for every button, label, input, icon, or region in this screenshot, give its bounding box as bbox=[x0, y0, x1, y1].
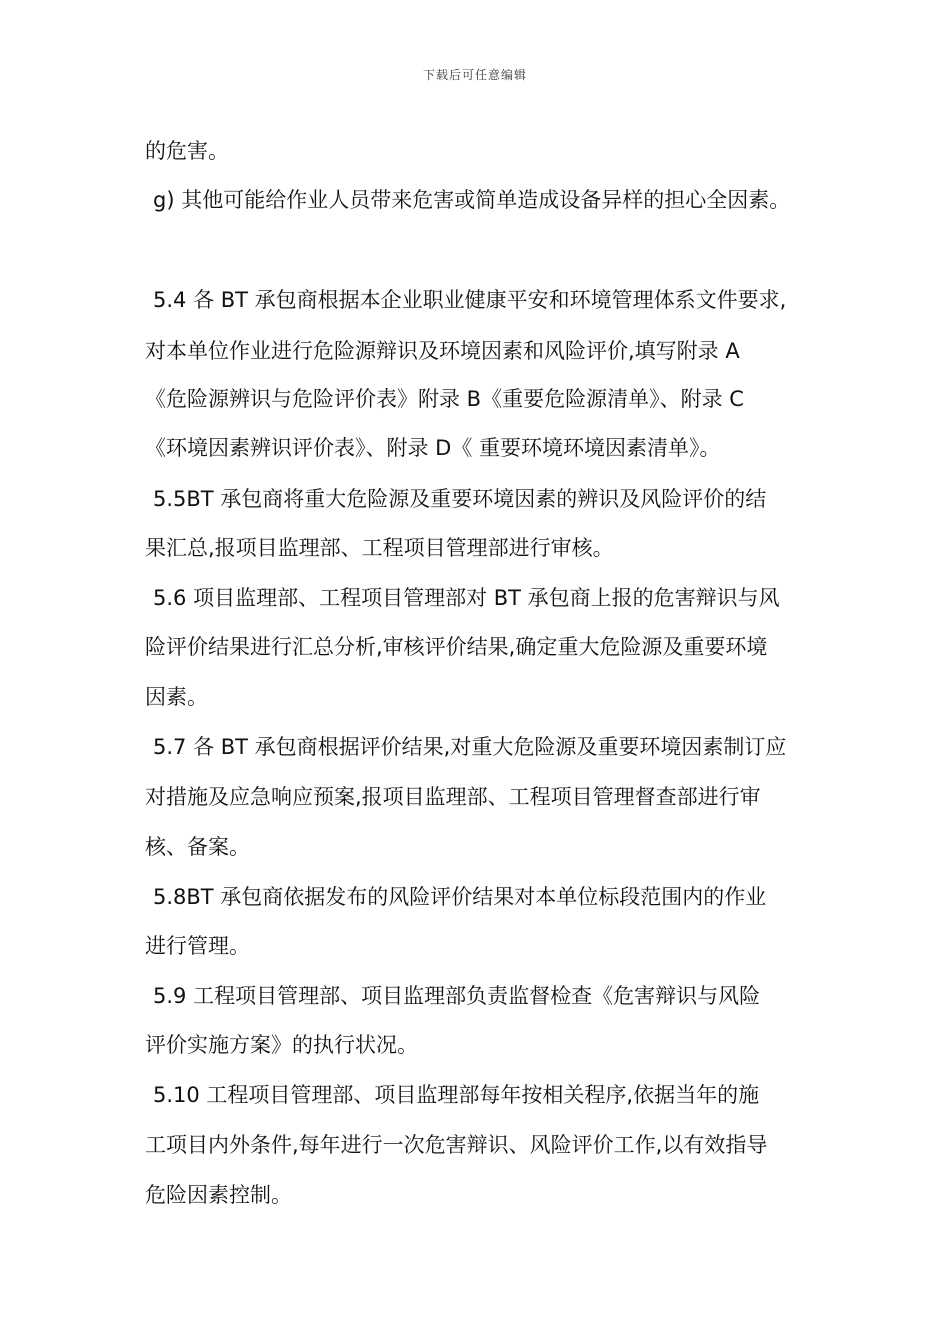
paragraph-5-7-line: 5.7 各 BT 承包商根据评价结果,对重大危险源及重要环境因素制订应 bbox=[153, 735, 787, 759]
paragraph-5-6-line: 5.6 项目监理部、工程项目管理部对 BT 承包商上报的危害辩识与风 bbox=[153, 586, 780, 610]
paragraph-5-9-line: 5.9 工程项目管理部、项目监理部负责监督检查《危害辩识与风险 bbox=[153, 984, 761, 1008]
text-line: 《环境因素辨识评价表》、附录 D《 重要环境环境因素清单》。 bbox=[145, 436, 721, 460]
text-line: 核、备案。 bbox=[145, 835, 250, 859]
paragraph-5-5-line: 5.5BT 承包商将重大危险源及重要环境因素的辨识及风险评价的结 bbox=[153, 487, 767, 511]
text-line: 《危险源辨识与危险评价表》附录 B《重要危险源清单》、附录 C bbox=[145, 387, 744, 411]
paragraph-5-4-line: 5.4 各 BT 承包商根据本企业职业健康平安和环境管理体系文件要求, bbox=[153, 288, 787, 312]
text-line: 危险因素控制。 bbox=[145, 1183, 292, 1207]
text-line: g) 其他可能给作业人员带来危害或简单造成设备异样的担心全因素。 bbox=[153, 188, 791, 212]
text-line: 果汇总,报项目监理部、工程项目管理部进行审核。 bbox=[145, 536, 614, 560]
text-line: 进行管理。 bbox=[145, 934, 250, 958]
text-line: 因素。 bbox=[145, 685, 208, 709]
text-line: 工项目内外条件,每年进行一次危害辩识、风险评价工作,以有效指导 bbox=[145, 1133, 768, 1157]
text-line: 险评价结果进行汇总分析,审核评价结果,确定重大危险源及重要环境 bbox=[145, 635, 768, 659]
page-header: 下载后可任意编辑 bbox=[422, 68, 527, 82]
text-line: 对措施及应急响应预案,报项目监理部、工程项目管理督查部进行审 bbox=[145, 785, 761, 809]
text-line: 的危害。 bbox=[145, 139, 229, 163]
text-line: 评价实施方案》的执行状况。 bbox=[145, 1033, 418, 1057]
paragraph-5-8-line: 5.8BT 承包商依据发布的风险评价结果对本单位标段范围内的作业 bbox=[153, 885, 767, 909]
paragraph-5-10-line: 5.10 工程项目管理部、项目监理部每年按相关程序,依据当年的施 bbox=[153, 1083, 760, 1107]
text-line: 对本单位作业进行危险源辩识及环境因素和风险评价,填写附录 A bbox=[145, 339, 740, 363]
